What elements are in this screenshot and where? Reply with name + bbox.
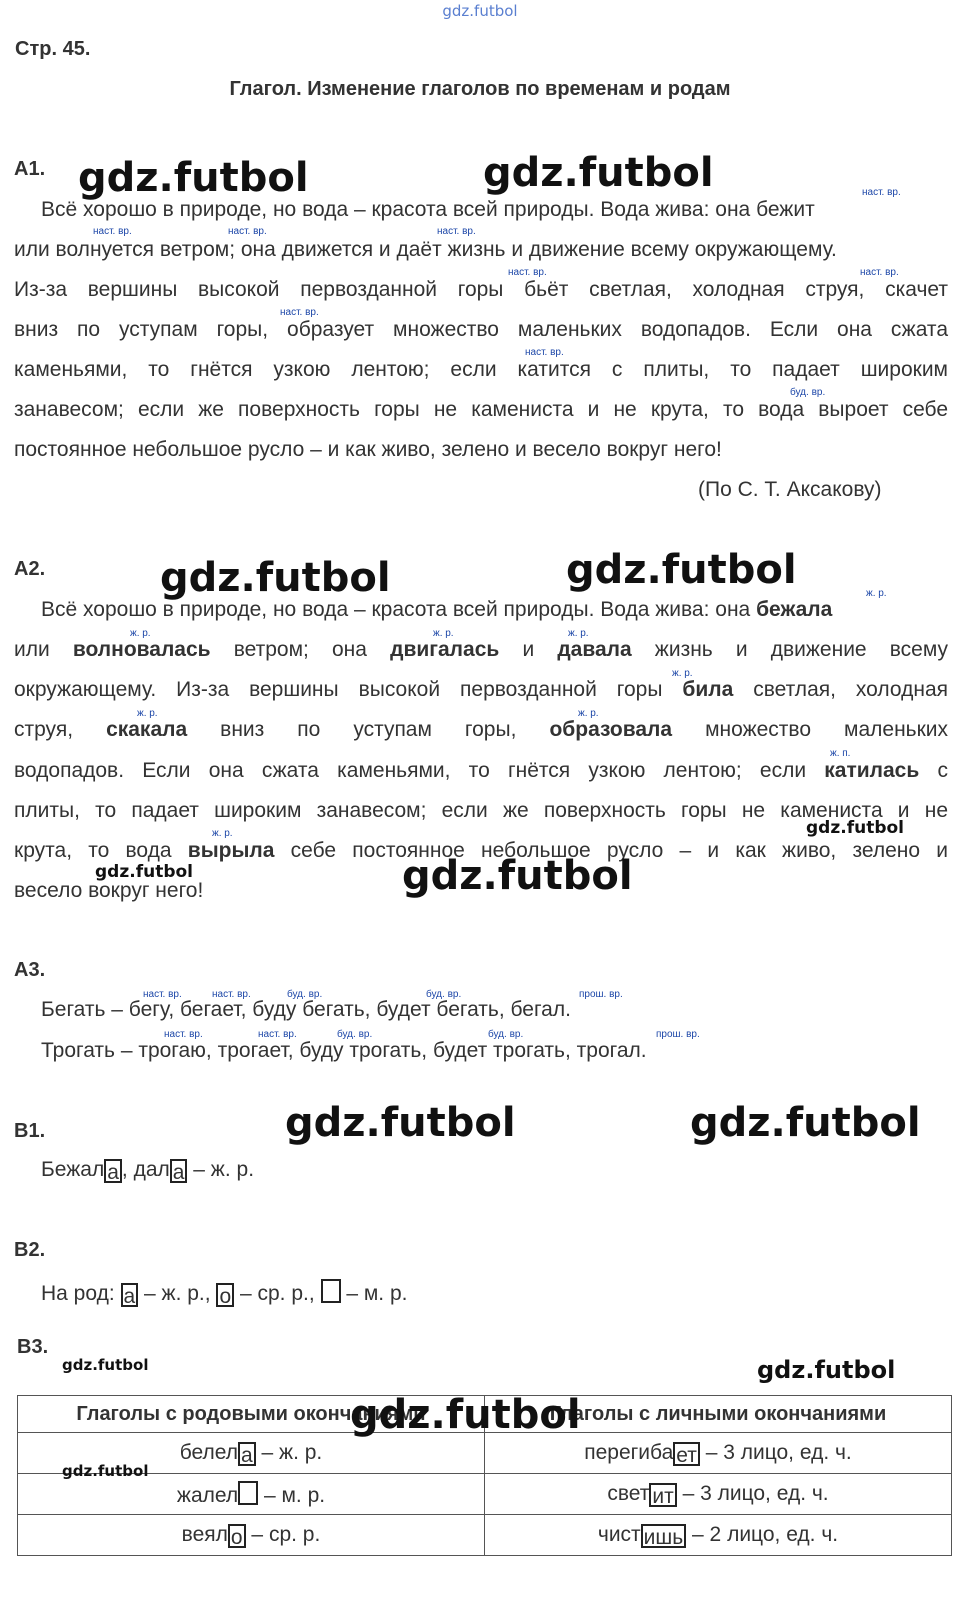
ending-box: а — [170, 1159, 188, 1183]
task-a3-label: А3. — [14, 959, 46, 981]
note-future: буд. вр. — [488, 1029, 524, 1040]
note-fem: ж. п. — [830, 748, 851, 759]
watermark: gdz.futbol — [95, 862, 193, 882]
a1-source: (По С. Т. Аксакову) — [698, 478, 882, 501]
watermark: gdz.futbol — [402, 853, 633, 899]
a2-line-5 — [14, 759, 948, 783]
ending-box: ит — [649, 1483, 676, 1507]
a2-text: струя, — [14, 718, 74, 741]
ending-box: о — [228, 1524, 246, 1548]
a2-line-4 — [14, 718, 948, 742]
note-present: наст. вр. — [860, 267, 899, 278]
empty-ending-box — [321, 1279, 341, 1303]
a1-line-4: вниз по уступам горы, образует множество маленьких водопадов. Если она сжата — [14, 318, 948, 341]
note-fem: ж. р. — [433, 628, 454, 639]
a2-text: вниз по уступам горы, — [220, 718, 517, 741]
b2-text: – ср. р., — [234, 1282, 321, 1305]
verb-skakala: скакала — [106, 718, 188, 741]
cell-tail: – ж. р. — [255, 1440, 323, 1464]
a2-line-3 — [14, 678, 948, 702]
watermark: gdz.futbol — [160, 555, 391, 601]
watermark: gdz.futbol — [62, 1356, 149, 1374]
ending-box: а — [104, 1159, 122, 1183]
task-a2-label: А2. — [14, 558, 46, 580]
watermark: gdz.futbol — [350, 1392, 581, 1438]
cell-stem: веял — [181, 1522, 228, 1546]
watermark-top: gdz.futbol — [442, 2, 518, 20]
verb-dvigalas: двигалась — [390, 638, 500, 661]
ending-box: ет — [673, 1442, 700, 1466]
verb-katilas: катилась — [824, 759, 920, 782]
task-b1-label: В1. — [14, 1120, 46, 1142]
table-row — [18, 1474, 952, 1515]
empty-ending-box — [238, 1481, 258, 1505]
a1-line-6: занавесом; если же поверхность горы не камениста и не крута, то вода выроет себе — [14, 398, 948, 421]
a3-line-2: Трогать – трогаю, трогает, буду трогать, будет трогать, трогал. — [41, 1039, 647, 1062]
a1-line-1: Всё хорошо в природе, но вода – красота всей природы. Вода жива: она бежит — [41, 198, 815, 221]
note-future: буд. вр. — [790, 387, 826, 398]
verb-bezhala: бежала — [756, 598, 833, 621]
b2-line — [41, 1279, 407, 1307]
cell-tail: – 2 лицо, ед. ч. — [686, 1522, 839, 1546]
note-future: буд. вр. — [337, 1029, 373, 1040]
watermark: gdz.futbol — [285, 1100, 516, 1146]
a2-text: множество маленьких — [705, 718, 949, 741]
a1-line-3: Из-за вершины высокой первозданной горы бьёт светлая, холодная струя, скачет — [14, 278, 948, 301]
note-present: наст. вр. — [258, 1029, 297, 1040]
watermark: gdz.futbol — [62, 1462, 149, 1480]
a2-text: водопадов. Если она сжата каменьями, то гнётся узкою лентою; если — [14, 759, 807, 782]
note-present: наст. вр. — [212, 989, 251, 1000]
cell-stem: белел — [179, 1440, 238, 1464]
cell-stem: чист — [597, 1522, 641, 1546]
watermark: gdz.futbol — [690, 1100, 921, 1146]
note-fem: ж. р. — [568, 628, 589, 639]
cell-stem: жалел — [176, 1483, 239, 1507]
cell-stem: свет — [607, 1481, 650, 1505]
note-fem: ж. р. — [130, 628, 151, 639]
task-b2-label: В2. — [14, 1239, 46, 1261]
cell-stem: перегиба — [584, 1440, 674, 1464]
cell-tail: – 3 лицо, ед. ч. — [699, 1440, 852, 1464]
a2-text: и — [522, 638, 535, 661]
a1-line-2: или волнуется ветром; она движется и даёт жизнь и движение всему окружающему. — [14, 238, 837, 261]
a2-text: ветром; она — [233, 638, 367, 661]
note-present: наст. вр. — [228, 226, 267, 237]
note-fem: ж. р. — [212, 828, 233, 839]
ending-box: а — [238, 1442, 256, 1466]
a2-text: или — [14, 638, 50, 661]
verb-davala: давала — [557, 638, 632, 661]
b1-sep: , — [121, 1158, 134, 1181]
ending-box: о — [216, 1283, 234, 1307]
note-present: наст. вр. — [508, 267, 547, 278]
column-header: Глаголы с личными окончаниями — [485, 1396, 952, 1433]
a2-text: светлая, холодная — [753, 678, 948, 701]
note-present: наст. вр. — [280, 307, 319, 318]
note-present: наст. вр. — [164, 1029, 203, 1040]
page-number: Стр. 45. — [15, 38, 91, 60]
a2-text: с — [937, 759, 948, 782]
b1-word: Бежал — [41, 1158, 105, 1181]
note-future: буд. вр. — [287, 989, 323, 1000]
b2-text: – м. р. — [340, 1282, 408, 1305]
cell-tail: – 3 лицо, ед. ч. — [676, 1481, 829, 1505]
table-cell — [485, 1433, 952, 1474]
verb-vyryla: вырыла — [187, 839, 275, 862]
note-fem: ж. р. — [137, 708, 158, 719]
note-fem: ж. р. — [866, 588, 887, 599]
verb-volnovalas: волновалась — [72, 638, 211, 661]
note-fem: ж. р. — [578, 708, 599, 719]
a2-line-2 — [14, 638, 948, 662]
watermark: gdz.futbol — [483, 150, 714, 196]
table-cell — [18, 1515, 485, 1556]
note-future: буд. вр. — [426, 989, 462, 1000]
a2-text: Всё хорошо в природе, но вода – красота всей природы. Вода жива: она — [41, 598, 751, 621]
verb-bila: била — [682, 678, 734, 701]
topic-title: Глагол. Изменение глаголов по временам и родам — [229, 78, 731, 100]
note-past: прош. вр. — [579, 989, 623, 1000]
verb-obrazovala: образовала — [549, 718, 673, 741]
a2-text: крута, то вода — [14, 839, 172, 862]
b1-word: дал — [133, 1158, 170, 1181]
note-present: наст. вр. — [437, 226, 476, 237]
b1-line — [41, 1158, 254, 1183]
watermark: gdz.futbol — [566, 547, 797, 593]
watermark: gdz.futbol — [806, 818, 904, 838]
note-past: прош. вр. — [656, 1029, 700, 1040]
ending-box: ишь — [641, 1524, 687, 1548]
task-b3-label: В3. — [17, 1336, 49, 1358]
a1-line-5: каменьями, то гнётся узкою лентою; если катится с плиты, то падает широким — [14, 358, 948, 381]
a3-line-1: Бегать – бегу, бегает, буду бегать, будет бегать, бегал. — [41, 998, 571, 1021]
a2-line-1 — [41, 598, 832, 622]
note-present: наст. вр. — [862, 187, 901, 198]
a1-line-7: постоянное небольшое русло – и как живо, зелено и весело вокруг него! — [14, 438, 722, 461]
a2-line-8: весело вокруг него! — [14, 879, 204, 902]
a2-line-6: плиты, то падает широким занавесом; если же поверхность горы не камениста и не — [14, 799, 948, 822]
task-a1-label: А1. — [14, 158, 46, 180]
a2-text: жизнь и движение всему — [654, 638, 949, 661]
a2-text: окружающему. Из-за вершины высокой первозданной горы — [14, 678, 663, 701]
cell-tail: – ср. р. — [245, 1522, 321, 1546]
note-present: наст. вр. — [93, 226, 132, 237]
table-cell — [485, 1515, 952, 1556]
cell-tail: – м. р. — [258, 1483, 326, 1507]
b1-tail: – ж. р. — [187, 1158, 255, 1181]
table-cell — [485, 1474, 952, 1515]
note-present: наст. вр. — [143, 989, 182, 1000]
a2-text: себе постоянное небольшое русло – и как живо, зелено и — [290, 839, 948, 862]
watermark: gdz.futbol — [757, 1356, 896, 1384]
note-present: наст. вр. — [525, 347, 564, 358]
column-header: Глаголы с родовыми окончаниями — [18, 1396, 485, 1433]
watermark: gdz.futbol — [78, 155, 309, 201]
b2-prefix: На род: — [41, 1282, 121, 1305]
b2-text: – ж. р., — [138, 1282, 217, 1305]
table-row — [18, 1515, 952, 1556]
ending-box: а — [121, 1283, 139, 1307]
note-fem: ж. р. — [672, 668, 693, 679]
table-row — [18, 1433, 952, 1474]
